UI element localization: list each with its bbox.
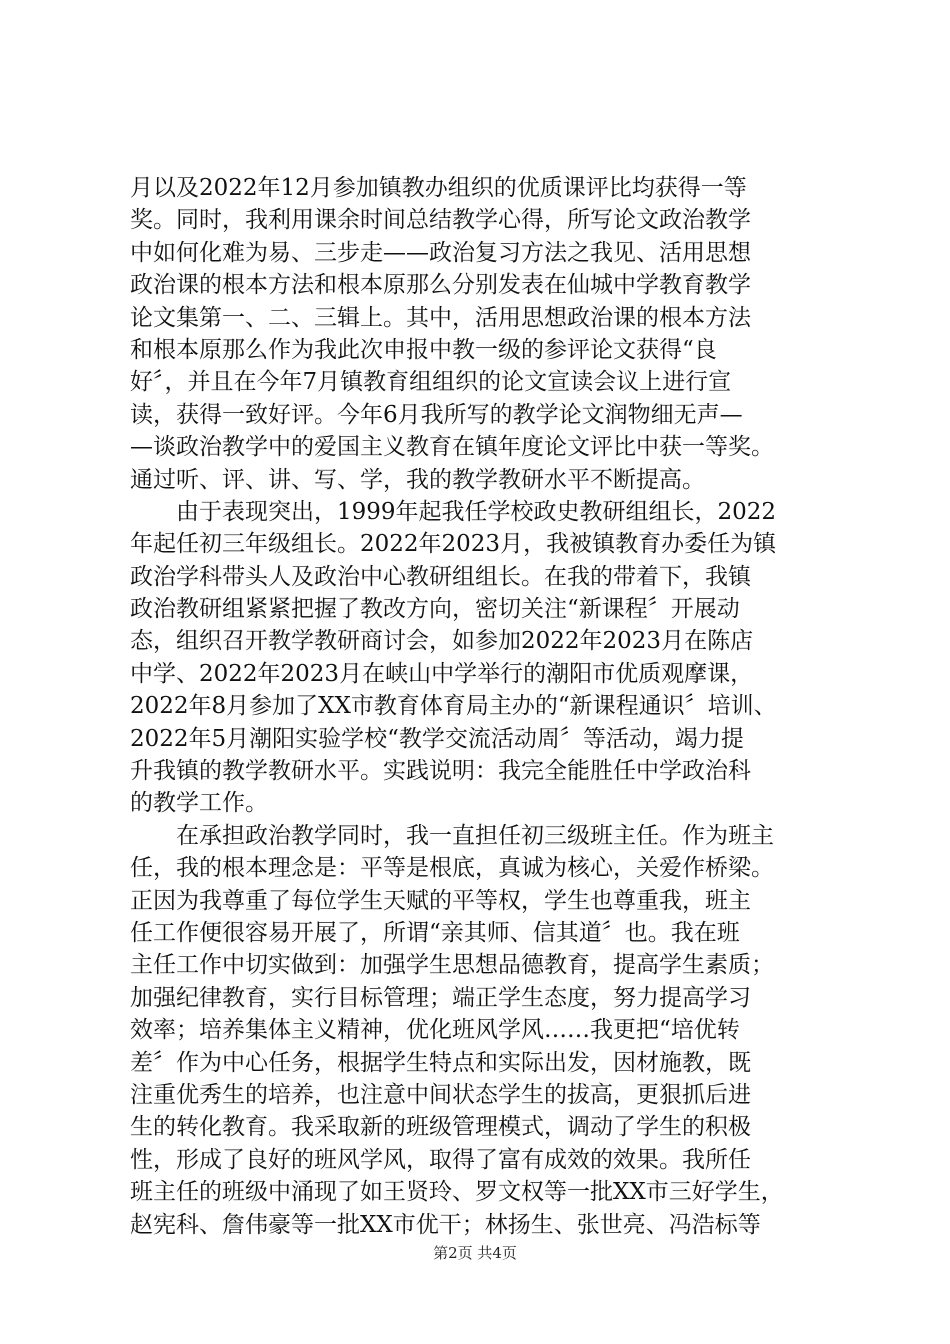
text-line: 任工作便很容易开展了，所谓“亲其师、信其道〞也。我在班 <box>130 919 740 946</box>
text-line: 好〞，并且在今年7月镇教育组组织的论文宣读会议上进行宣 <box>130 369 732 396</box>
text-line: 月以及2022年12月参加镇教办组织的优质课评比均获得一等 <box>130 175 747 201</box>
text-line: 中如何化难为易、三步走——政治复习方法之我见、活用思想 <box>130 239 751 266</box>
text-line: 中学、2022年2023月在峡山中学举行的潮阳市优质观摩课， <box>130 660 754 687</box>
text-line: 主任工作中切实做到：加强学生思想品德教育，提高学生素质； <box>130 952 774 979</box>
text-line: 赵宪科、詹伟豪等一批XX市优干；林扬生、张世亮、冯浩标等 <box>130 1211 761 1238</box>
text-line: 升我镇的教学教研水平。实践说明：我完全能胜任中学政治科 <box>130 758 751 785</box>
text-line: 正因为我尊重了每位学生天赋的平等权，学生也尊重我，班主 <box>130 887 751 914</box>
text-line: 加强纪律教育，实行目标管理；端正学生态度，努力提高学习 <box>130 984 751 1011</box>
text-line: 的教学工作。 <box>130 790 268 817</box>
text-line: 和根本原那么作为我此次申报中教一级的参评论文获得“良 <box>130 336 717 363</box>
text-line: 2022年8月参加了XX市教育体育局主办的“新课程通识〞培训、 <box>130 693 777 720</box>
text-line: 2022年5月潮阳实验学校“教学交流活动周〞等活动，竭力提 <box>130 725 744 752</box>
text-line: 性，形成了良好的班风学风，取得了富有成效的效果。我所任 <box>130 1146 751 1173</box>
text-line: 任，我的根本理念是：平等是根底，真诚为核心，关爱作桥梁。 <box>130 855 774 882</box>
text-line: 由于表现突出，1999年起我任学校政史教研组组长，2022 <box>130 498 777 525</box>
text-line: 奖。同时，我利用课余时间总结教学心得，所写论文政治教学 <box>130 207 751 234</box>
text-line: 年起任初三年级组长。2022年2023月，我被镇教育办委任为镇 <box>130 531 777 558</box>
text-line: 政治教研组紧紧把握了教改方向，密切关注“新课程〞开展动 <box>130 596 740 623</box>
text-line: 通过听、评、讲、写、学，我的教学教研水平不断提高。 <box>130 466 705 493</box>
text-line: 论文集第一、二、三辑上。其中，活用思想政治课的根本方法 <box>130 304 751 331</box>
body-text <box>130 172 830 1241</box>
text-line: 读，获得一致好评。今年6月我所写的教学论文润物细无声— <box>130 401 743 428</box>
text-line: —谈政治教学中的爱国主义教育在镇年度论文评比中获一等奖。 <box>130 434 774 461</box>
text-line: 政治课的根本方法和根本原那么分别发表在仙城中学教育教学 <box>130 272 751 299</box>
text-line: 生的转化教育。我采取新的班级管理模式，调动了学生的积极 <box>130 1114 751 1141</box>
text-line: 在承担政治教学同时，我一直担任初三级班主任。作为班主 <box>130 822 774 849</box>
text-line: 差〞作为中心任务，根据学生特点和实际出发，因材施教，既 <box>130 1049 751 1076</box>
text-line: 政治学科带头人及政治中心教研组组长。在我的带着下，我镇 <box>130 563 751 590</box>
text-line: 态，组织召开教学教研商讨会，如参加2022年2023月在陈店 <box>130 628 754 655</box>
text-line: 效率；培养集体主义精神，优化班风学风……我更把“培优转 <box>130 1017 740 1044</box>
page-footer: 第2页 共4页 <box>433 1244 517 1262</box>
text-line: 班主任的班级中涌现了如王贤玲、罗文权等一批XX市三好学生， <box>130 1179 784 1206</box>
text-line: 注重优秀生的培养，也注意中间状态学生的拔高，更狠抓后进 <box>130 1081 751 1108</box>
